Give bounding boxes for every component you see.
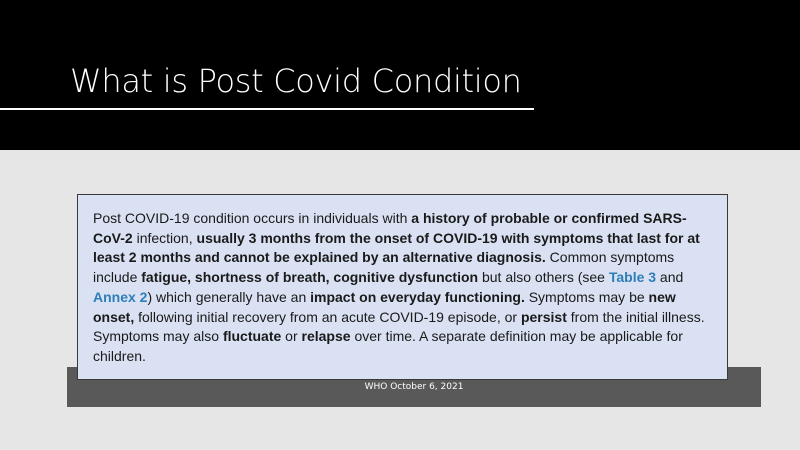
definition-textbox: [77, 194, 728, 380]
definition-text: Post COVID-19 condition occurs in individuals with: [93, 210, 412, 226]
source-caption: WHO October 6, 2021: [364, 382, 464, 392]
definition-emphasis: a history of probable or confirmed SARS-CoV-2: [93, 210, 687, 246]
definition-emphasis: usually 3 months from the onset of COVID-19 with symptoms that last for at least 2 months and cannot be explained by an alternative diagnosis.: [93, 229, 700, 266]
definition-text: over time. A separate definition may be applicable for children.: [93, 328, 683, 364]
definition-text: from the initial illness. Symptoms may also: [93, 308, 705, 345]
definition-text: Common symptoms include: [93, 249, 675, 286]
definition-emphasis: impact on everyday functioning.: [310, 288, 525, 305]
annex-2-link[interactable]: Annex 2: [93, 288, 148, 305]
definition-text: ) which generally have an: [147, 288, 311, 305]
definition-emphasis: relapse: [301, 328, 351, 345]
definition-emphasis: fluctuate: [222, 328, 282, 345]
definition-text: but also others (see: [478, 269, 609, 286]
definition-emphasis: persist: [520, 308, 567, 325]
title-bar: [0, 0, 800, 150]
definition-text: infection,: [132, 229, 197, 246]
table-3-link[interactable]: Table 3: [608, 269, 657, 286]
slide-title: What is Post Covid Condition: [70, 62, 522, 100]
definition-emphasis: new onset,: [93, 288, 676, 325]
definition-text: or: [281, 328, 302, 345]
definition-emphasis: fatigue, shortness of breath, cognitive dysfunction: [141, 269, 479, 286]
definition-text: following initial recovery from an acute COVID-19 episode, or: [134, 308, 521, 325]
title-underline: [0, 108, 534, 110]
definition-text: Symptoms may be: [524, 288, 649, 305]
definition-text: and: [656, 269, 684, 286]
